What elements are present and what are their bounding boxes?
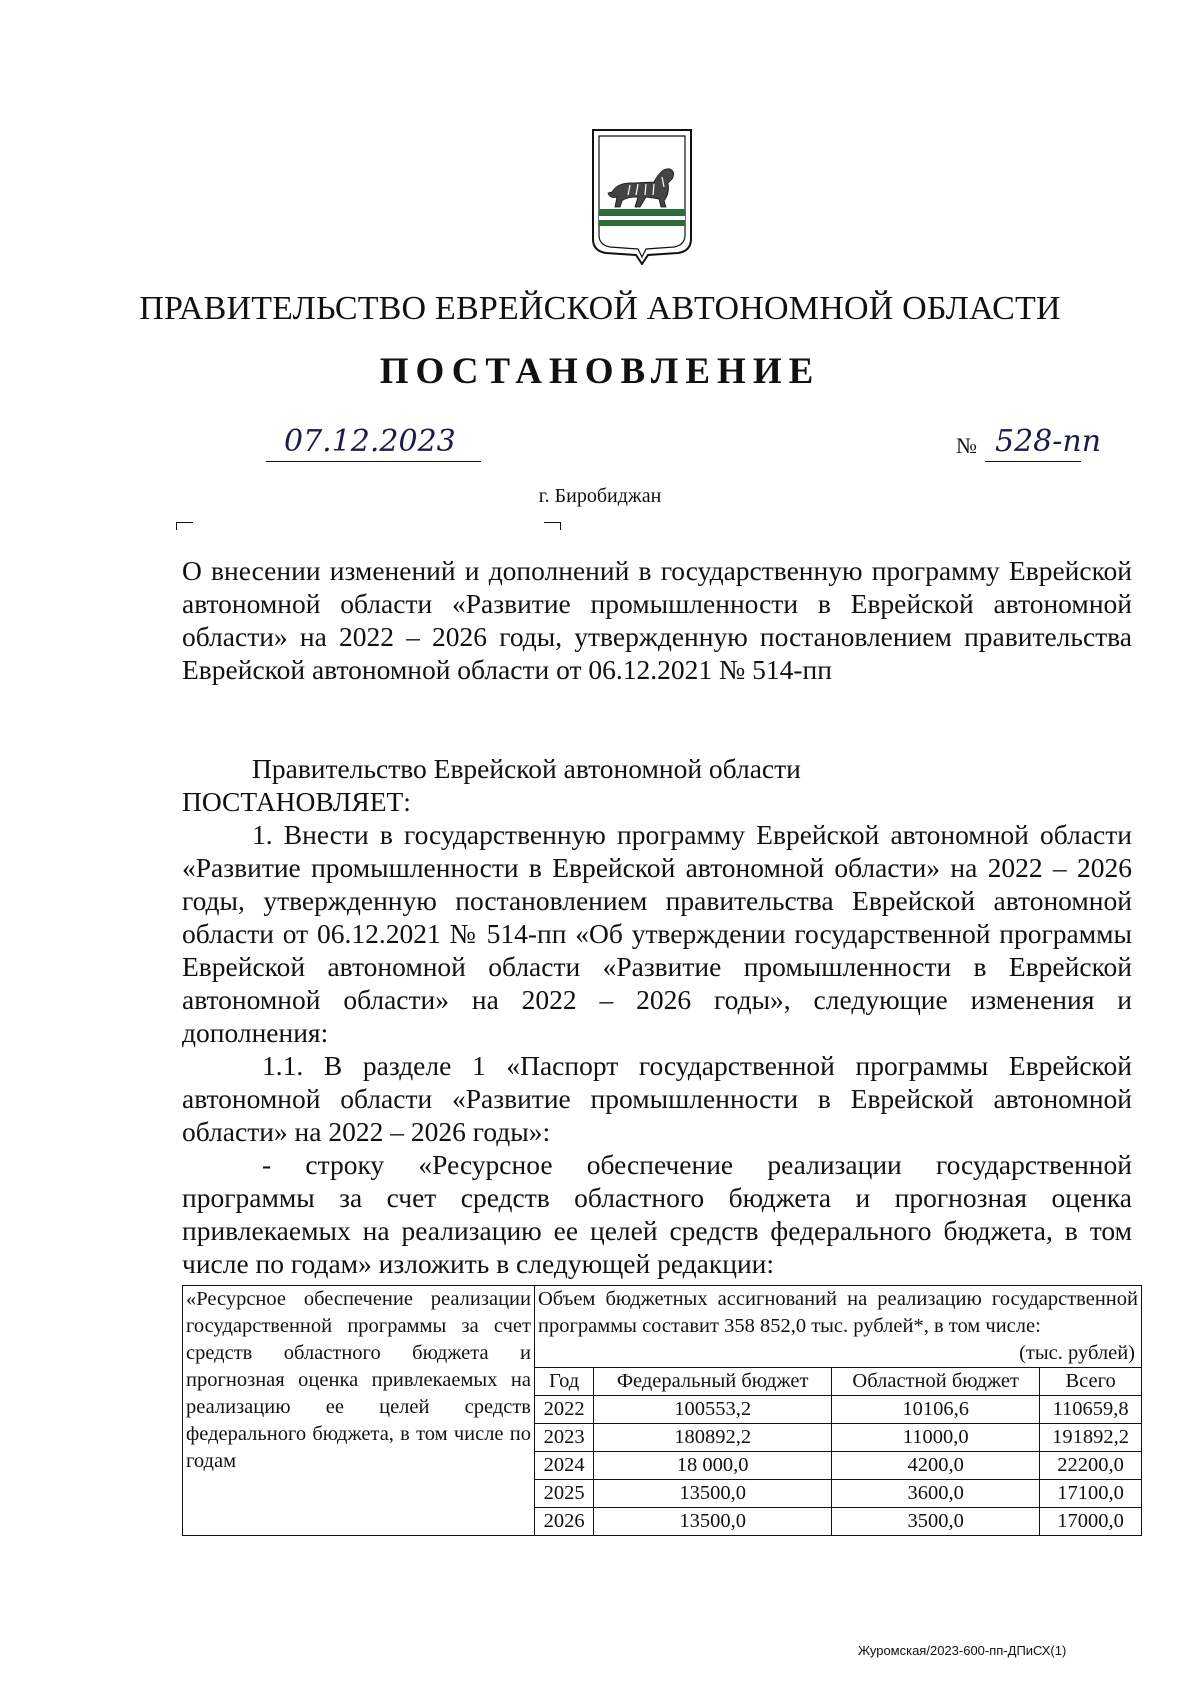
footer-reference: Журомская/2023-600-пп-ДПиСХ(1) — [858, 1643, 1067, 1658]
cell-year: 2023 — [535, 1424, 594, 1452]
body-item-dash: - строку «Ресурсное обеспечение реализации государственной программы за счет средств областного бюджета и прогнозная оценка привлекаемых на реализацию ее целей средств федерального бюджета, в том числе по годам» изложить в следующей редакции: — [182, 1149, 1132, 1279]
cell-year: 2022 — [535, 1396, 594, 1424]
body-item-1: 1. Внести в государственную программу Еврейской автономной области «Развитие промышленности в Еврейской автономной области» на 2022 – 2026 годы, утвержденную постановлением правительства Еврейской автономной области от 06.12.2021 № 514-пп «Об утверждении государственной программы Еврейской автономной области «Развитие промышленности в Еврейской автономной области» на 2022 – 2026 годы», следующие изменения и дополнения: — [182, 819, 1132, 1048]
coat-of-arms-emblem — [590, 127, 694, 265]
cell-year: 2025 — [535, 1480, 594, 1508]
cell-total: 17000,0 — [1040, 1508, 1141, 1536]
cell-federal: 13500,0 — [594, 1508, 832, 1536]
document-body — [182, 752, 1132, 1280]
header-year: Год — [535, 1368, 594, 1396]
body-intro: Правительство Еврейской автономной области — [252, 753, 801, 784]
header-regional: Областной бюджет — [832, 1368, 1040, 1396]
cell-regional: 3600,0 — [832, 1480, 1040, 1508]
table-row — [535, 1396, 1141, 1424]
cell-federal: 13500,0 — [594, 1480, 832, 1508]
table-row — [535, 1508, 1141, 1536]
cell-total: 17100,0 — [1040, 1480, 1141, 1508]
cell-regional: 11000,0 — [832, 1424, 1040, 1452]
document-number-field — [985, 424, 1102, 462]
table-row — [535, 1424, 1141, 1452]
cell-regional: 10106,6 — [832, 1396, 1040, 1424]
cell-regional: 4200,0 — [832, 1452, 1040, 1480]
handwritten-number: 528-пп — [995, 424, 1102, 459]
table-row — [535, 1452, 1141, 1480]
header-total: Всего — [1040, 1368, 1141, 1396]
cell-total: 191892,2 — [1040, 1424, 1141, 1452]
header-federal: Федеральный бюджет — [594, 1368, 832, 1396]
unit-label: (тыс. рублей) — [535, 1340, 1141, 1368]
body-decree: ПОСТАНОВЛЯЕТ: — [182, 786, 411, 817]
cell-year: 2026 — [535, 1508, 594, 1536]
table-row — [535, 1480, 1141, 1508]
city-label: г. Биробиджан — [538, 485, 662, 507]
allocation-text: Объем бюджетных ассигнований на реализацию государственной программы составит 358 852,0 тыс. рублей*, в том числе: — [538, 1288, 1138, 1337]
government-title: ПРАВИТЕЛЬСТВО ЕВРЕЙСКОЙ АВТОНОМНОЙ ОБЛАСТИ — [139, 290, 1061, 327]
passport-row-label: «Ресурсное обеспечение реализации государственной программы за счет средств областного бюджета и прогнозная оценка привлекаемых на реализацию ее целей средств федерального бюджета, в том числе по годам — [183, 1286, 535, 1536]
document-subject: О внесении изменений и дополнений в государственную программу Еврейской автономной области «Развитие промышленности в Еврейской автономной области» на 2022 – 2026 годы, утвержденную постановлением правительства Еврейской автономной области от 06.12.2021 № 514-пп — [182, 555, 1132, 685]
handwritten-date: 07.12.2023 — [284, 424, 456, 459]
cell-total: 110659,8 — [1040, 1396, 1141, 1424]
bracket-corner-left — [176, 522, 193, 530]
cell-federal: 18 000,0 — [594, 1452, 832, 1480]
document-type-heading: ПОСТАНОВЛЕНИЕ — [379, 351, 821, 392]
cell-federal: 100553,2 — [594, 1396, 832, 1424]
number-prefix: № — [956, 433, 977, 458]
passport-table — [182, 1285, 1142, 1536]
budget-table — [535, 1368, 1141, 1535]
cell-federal: 180892,2 — [594, 1424, 832, 1452]
cell-total: 22200,0 — [1040, 1452, 1141, 1480]
body-item-1-1: 1.1. В разделе 1 «Паспорт государственной программы Еврейской автономной области «Развитие промышленности в Еврейской автономной области» на 2022 – 2026 годы»: — [182, 1050, 1132, 1147]
passport-row-content — [535, 1286, 1142, 1536]
cell-regional: 3500,0 — [832, 1508, 1040, 1536]
date-field — [266, 425, 481, 462]
cell-year: 2024 — [535, 1452, 594, 1480]
bracket-corner-right — [544, 522, 561, 530]
